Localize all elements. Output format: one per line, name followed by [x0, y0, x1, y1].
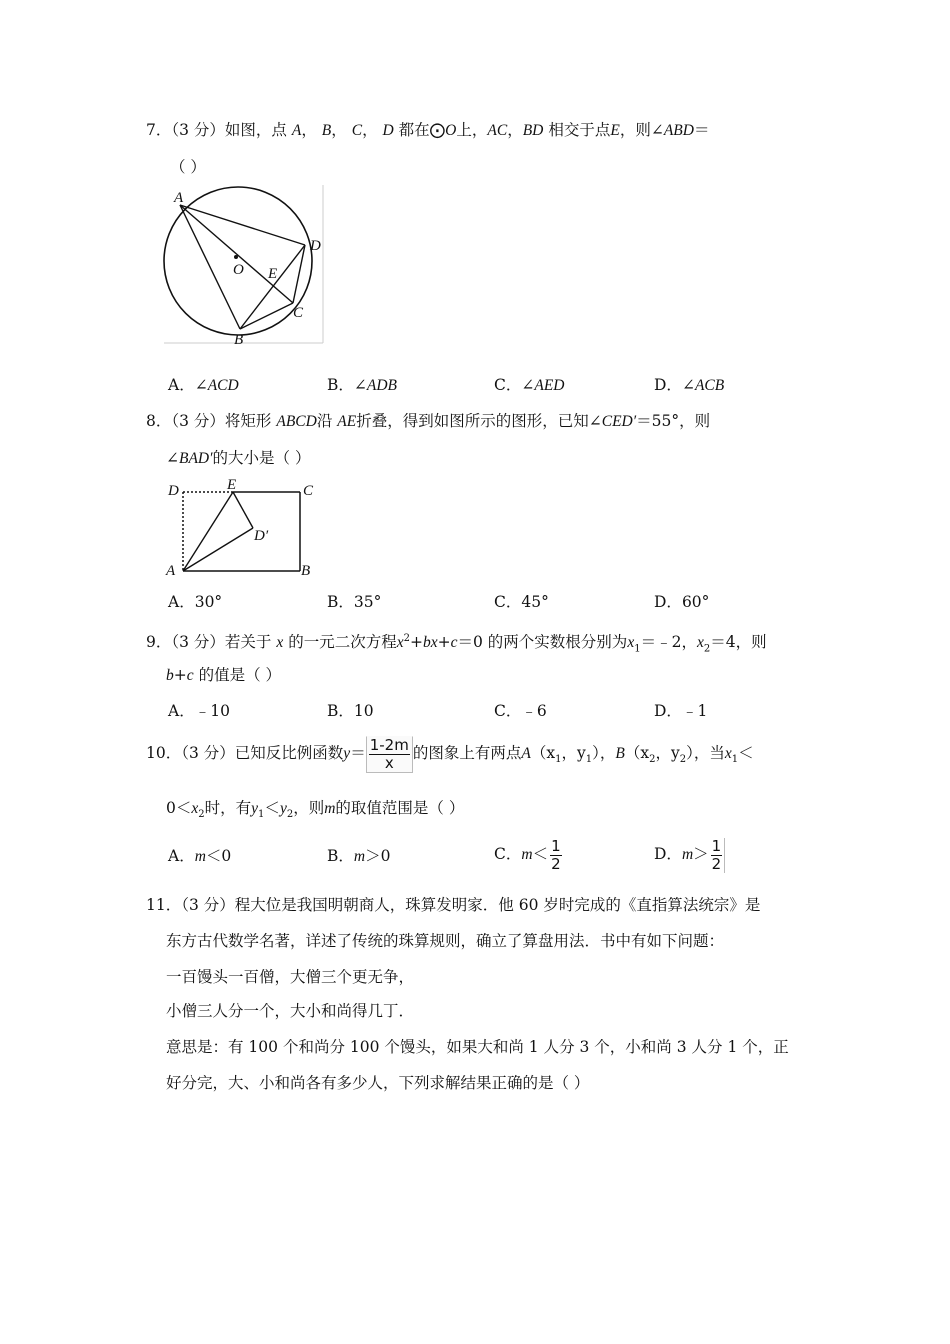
q7-option-c[interactable]: C．∠AED: [494, 376, 565, 394]
q8-line2: ∠BAD′的大小是（ ）: [166, 449, 311, 467]
fraction-one-half: $\frac{1}{2}$: [709, 838, 726, 873]
circle-o: [164, 187, 312, 335]
label-e: E: [227, 478, 237, 493]
label-d-prime: D′: [254, 528, 269, 544]
q11-meaning-line2: 好分完，大、小和尚各有多少人，下列求解结果正确的是（ ）: [166, 1074, 590, 1092]
q10-line2: $0<x_2$时，有$y_1<y_2$，则m的取值范围是（ ）: [166, 799, 465, 821]
q9-line1: 9．（3 分）若关于 x 的一元二次方程$x^2+bx+c=0$ 的两个实数根分别为$x_1=﹣2$，$x_2=4$，则: [146, 633, 767, 655]
label-c: C: [303, 483, 314, 499]
fraction-one-half: $\frac{1}{2}$: [551, 836, 561, 873]
q10-line1: 10．（3 分）已知反比例函数y＝ $\frac{1-2m}{x}$ 的图象上有两点$A(x_1$，$y_1$），$B(x_2$，$y_2$），当$x_1<$: [146, 735, 754, 772]
label-d: D: [310, 238, 321, 254]
q7-answer-paren: （ ）: [170, 158, 206, 176]
label-d: D: [168, 483, 179, 499]
fraction-1-2m-over-x: $\frac{1-2m}{x}$: [366, 736, 413, 773]
q10-option-a[interactable]: A．m＜0: [168, 847, 232, 865]
center-dot: [234, 255, 238, 259]
q9-option-c[interactable]: C．﹣6: [494, 702, 547, 720]
q7-circle-figure: [160, 183, 328, 347]
q8-option-b[interactable]: B．35°: [327, 593, 382, 611]
q9-line2: b+c 的值是（ ）: [166, 666, 282, 684]
label-b: B: [234, 332, 244, 347]
label-c: C: [293, 305, 304, 321]
label-b: B: [301, 563, 311, 578]
q8-line1: 8．（3 分）将矩形 ABCD沿 AE折叠，得到如图所示的图形，已知∠CED′＝55°，则: [146, 412, 711, 430]
q10-option-d[interactable]: D．m＞ $\frac{1}{2}$: [654, 832, 725, 877]
q11-meaning-line1: 意思是：有 100 个和尚分 100 个馒头，如果大和尚 1 人分 3 个，小和尚 3 人分 1 个，正: [166, 1038, 789, 1056]
label-e: E: [268, 266, 278, 282]
q9-option-d[interactable]: D．﹣1: [654, 702, 708, 720]
q8-rectangle-figure: [163, 478, 323, 578]
q7-line1: 7．（3 分）如图，点 A， B， C， D 都在⨀O上，AC，BD 相交于点E，则∠ABD＝: [146, 121, 710, 139]
q11-line1: 11．（3 分）程大位是我国明朝商人，珠算发明家．他 60 岁时完成的《直指算法统宗》是: [146, 896, 761, 914]
q9-option-a[interactable]: A．﹣10: [168, 702, 230, 720]
q11-line2: 东方古代数学名著，详述了传统的珠算规则，确立了算盘用法．书中有如下问题：: [166, 932, 725, 950]
q10-option-b[interactable]: B．m＞0: [327, 847, 391, 865]
q7-option-b[interactable]: B．∠ADB: [327, 376, 398, 394]
q8-option-c[interactable]: C．45°: [494, 593, 549, 611]
q7-option-a[interactable]: A．∠ACD: [168, 376, 239, 394]
label-o: O: [233, 262, 244, 278]
q11-poem-line1: 一百馒头一百僧，大僧三个更无争，: [166, 968, 415, 986]
q10-option-c[interactable]: C．m＜ $\frac{1}{2}$: [494, 832, 564, 877]
q8-option-d[interactable]: D．60°: [654, 593, 710, 611]
q7-option-d[interactable]: D．∠ACB: [654, 376, 725, 394]
label-a: A: [166, 563, 176, 578]
q11-poem-line2: 小僧三人分一个，大小和尚得几丁．: [166, 1002, 415, 1020]
label-a: A: [174, 190, 184, 206]
q8-option-a[interactable]: A．30°: [168, 593, 223, 611]
q9-option-b[interactable]: B．10: [327, 702, 374, 720]
